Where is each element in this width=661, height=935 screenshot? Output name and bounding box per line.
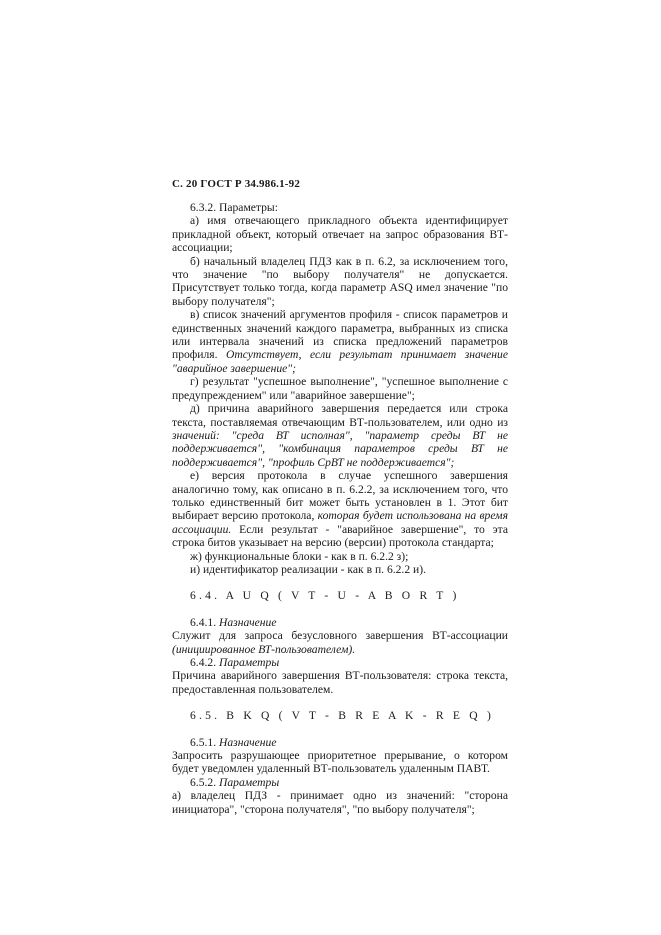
para-i: и) идентификатор реализации - как в п. 6.2.2 и). [190, 562, 426, 576]
para-g: г) результат "успешное выполнение", "успешное выполнение с предупреждением" или "аварийное завершение"; [172, 375, 508, 402]
section-6-5-title: 6.5. B K Q ( V T - B R E A K - R E Q ) [190, 709, 495, 723]
section-6-4-2-text: Причина аварийного завершения ВТ-пользователя: строка текста, предоставленная пользователем. [172, 669, 508, 696]
section-6-4-2-heading: 6.4.2. Параметры [190, 656, 280, 669]
page-header: С. 20 ГОСТ Р 34.986.1-92 [172, 178, 301, 190]
para-b: б) начальный владелец ПДЗ как в п. 6.2, за исключением того, что значение "по выбору получателя" не допускается. Присутствует только тогда, когда параметр ASQ имел значение "по выбору получателя"; [172, 254, 508, 308]
section-6-4-title: 6.4. A U Q ( V T - U - A B O R T ) [190, 589, 460, 603]
section-6-5-2-heading: 6.5.2. Параметры [190, 775, 280, 789]
section-6-5-1-heading: 6.5.1. Назначение [190, 735, 277, 749]
page-body [172, 201, 508, 816]
para-zh: ж) функциональные блоки - как в п. 6.2.2 з); [190, 549, 409, 563]
para-d: д) причина аварийного завершения передается или строка текста, поставляемая отвечающим ВТ-пользователем, или одно из значений: "среда ВТ исполная", "параметр среды ВТ не поддерживается", "комбинация параметров среды ВТ не поддерживается", "профиль СрВТ не поддерживается"; [172, 402, 508, 469]
para-e: е) версия протокола в случае успешного завершения аналогично тому, как описано в п. 6.2.2, за исключением того, что только единственный бит может быть установлен в 1. Этот бит выбирает версию протокола, которая будет использована на время ассоциации. Если результат - "аварийное завершение", то эта строка битов указывает на версию (версии) протокола стандарта; [172, 469, 508, 550]
section-6-4-1-heading: 6.4.1. Назначение [190, 615, 277, 629]
para-v: в) список значений аргументов профиля - список параметров и единственных значений каждого параметра, выбранных из списка или интервала значений из списка предложений параметров профиля. Отсутствует, если результат принимает значение "аварийное завершение"; [172, 308, 508, 375]
section-6-4-1-text: Служит для запроса безусловного завершения ВТ-ассоциации (инициированное ВТ-пользователем). [172, 629, 508, 656]
section-6-3-2-title: 6.3.2. Параметры: [190, 201, 278, 214]
section-6-5-2-text: а) владелец ПДЗ - принимает одно из значений: "сторона инициатора", "сторона получателя", "по выбору получателя"; [172, 789, 508, 816]
section-6-5-1-text: Запросить разрушающее приоритетное прерывание, о котором будет уведомлен удаленный ВТ-пользователь удаленным ПАВТ. [172, 749, 508, 776]
para-a: а) имя отвечающего прикладного объекта идентифицирует прикладной объект, который отвечает на запрос образования ВТ-ассоциации; [172, 214, 508, 255]
